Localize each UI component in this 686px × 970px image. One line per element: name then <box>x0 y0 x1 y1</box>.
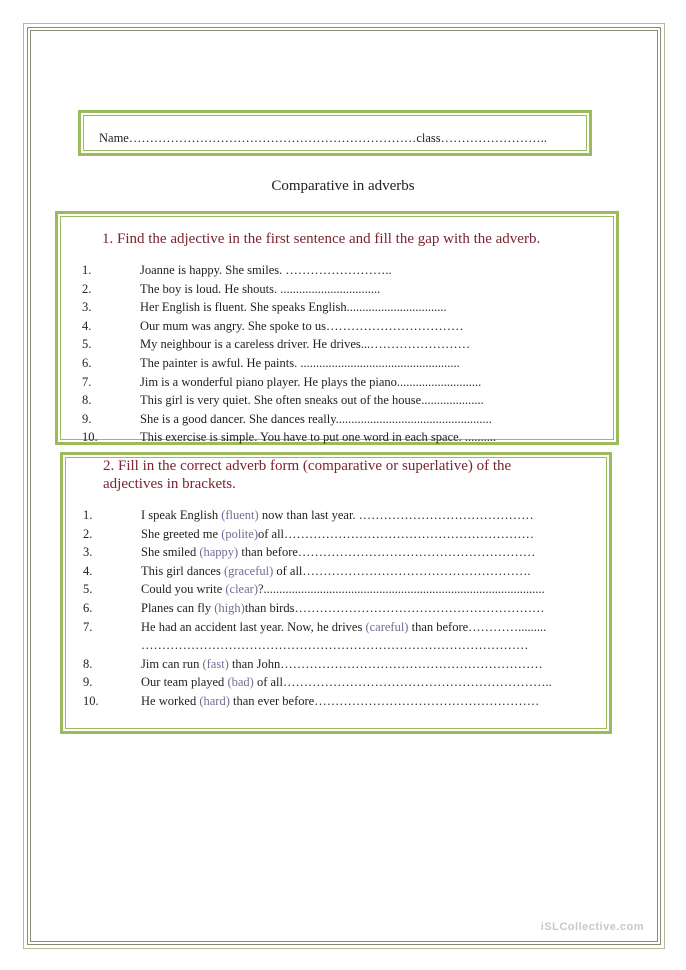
item-sentence <box>141 619 546 635</box>
bracket-adjective: (bad) <box>227 675 254 690</box>
item-number: 3. <box>83 545 93 560</box>
item-sentence <box>141 507 534 523</box>
sentence-end: than birds…………………………………………………… <box>244 601 545 615</box>
item-sentence <box>141 674 552 690</box>
sentence-start: This girl dances <box>141 563 224 578</box>
item-sentence: Jim is a wonderful piano player. He plays the piano........................... <box>140 374 482 389</box>
item-number: 2. <box>83 526 93 541</box>
sentence-start: Planes can fly <box>141 601 215 615</box>
item-sentence: Her English is fluent. She speaks English................................ <box>140 300 447 315</box>
bracket-adjective: (high) <box>214 601 245 615</box>
item-number: 5. <box>82 337 92 352</box>
sentence-end: of all……………………………………………………….. <box>253 675 552 690</box>
item-number: 7. <box>83 619 93 634</box>
item-sentence: The painter is awful. He paints. ................................................... <box>140 356 460 370</box>
bracket-adjective: (hard) <box>199 694 230 708</box>
item-sentence: Joanne is happy. She smiles. …………………….. <box>140 263 392 277</box>
item-number: 3. <box>82 300 92 315</box>
item-sentence: She is a good dancer. She dances really.................................................. <box>140 411 492 426</box>
sentence-end: than before………………………………………………… <box>238 545 536 560</box>
item-number: 5. <box>83 582 93 597</box>
worksheet-title: Comparative in adverbs <box>271 178 415 194</box>
item-number: 1. <box>83 508 93 522</box>
item-number: 4. <box>82 318 92 333</box>
sentence-start: Jim can run <box>141 656 203 671</box>
sentence-start: He worked <box>141 694 200 708</box>
sentence-start: He had an accident last year. Now, he drives <box>141 619 366 634</box>
exercise-1-heading: 1. Find the adjective in the first sentence and fill the gap with the adverb. <box>102 231 541 247</box>
sentence-end: than John……………………………………………………… <box>228 656 543 671</box>
sentence-end: of all………………………………………………. <box>273 563 531 578</box>
bracket-adjective: (happy) <box>199 545 239 560</box>
item-sentence: This exercise is simple. You have to put one word in each space. .......... <box>140 430 497 445</box>
item-sentence: The boy is loud. He shouts. ................................ <box>140 281 381 296</box>
item-number: 4. <box>83 563 93 578</box>
exercise-1-box <box>55 211 619 445</box>
item-sentence <box>141 656 543 672</box>
item-number: 1. <box>82 263 92 277</box>
name-class-box <box>78 110 592 156</box>
bracket-adjective: (polite) <box>221 526 258 541</box>
item-sentence: My neighbour is a careless driver. He drives...…………………… <box>140 337 471 352</box>
item-sentence <box>141 563 531 579</box>
item-sentence: Our mum was angry. She spoke to us…………………………… <box>140 318 464 333</box>
sentence-end: now than last year. …………………………………… <box>258 508 534 522</box>
item-number: 9. <box>83 675 93 690</box>
item-number: 9. <box>82 411 92 426</box>
item-number: 10. <box>82 430 98 445</box>
bracket-adjective: (graceful) <box>223 563 274 578</box>
item-sentence <box>141 544 535 560</box>
exercise-2-heading: 2. Fill in the correct adverb form (comparative or superlative) of the adjectives in brackets. <box>103 458 512 492</box>
item-sentence <box>141 600 544 616</box>
sentence-start: She smiled <box>141 545 200 560</box>
sentence-end: than before…………......... <box>408 619 547 634</box>
sentence-end: than ever before……………………………………………… <box>229 694 540 708</box>
name-class-line: Name……………………………………………………………class…………………….. <box>99 131 547 145</box>
sentence-end: ?.......................................................................................... <box>257 582 545 597</box>
watermark: iSLCollective.com <box>540 921 644 933</box>
sentence-start: Could you write <box>141 582 226 597</box>
item-sentence <box>141 693 539 709</box>
item-number: 2. <box>82 281 92 296</box>
sentence-end: of all…………………………………………………… <box>257 526 535 541</box>
sentence-start: Our team played <box>141 675 228 690</box>
item-number: 6. <box>82 356 92 370</box>
item-number: 8. <box>83 656 93 671</box>
bracket-adjective: (fast) <box>202 656 229 671</box>
bracket-adjective: (careful) <box>365 619 409 634</box>
item-number: 7. <box>82 374 92 389</box>
item-sentence <box>141 581 545 597</box>
item-sentence: This girl is very quiet. She often sneaks out of the house.................... <box>140 393 484 408</box>
answer-continuation-line: ………………………………………………………………………………… <box>141 638 529 653</box>
bracket-adjective: (fluent) <box>221 508 259 522</box>
bracket-adjective: (clear) <box>225 582 258 597</box>
sentence-start: I speak English <box>141 508 222 522</box>
item-number: 6. <box>83 601 93 615</box>
item-sentence <box>141 526 534 542</box>
item-number: 8. <box>82 393 92 408</box>
sentence-start: She greeted me <box>141 526 222 541</box>
item-number: 10. <box>83 694 99 708</box>
exercise-2-box <box>60 452 612 734</box>
